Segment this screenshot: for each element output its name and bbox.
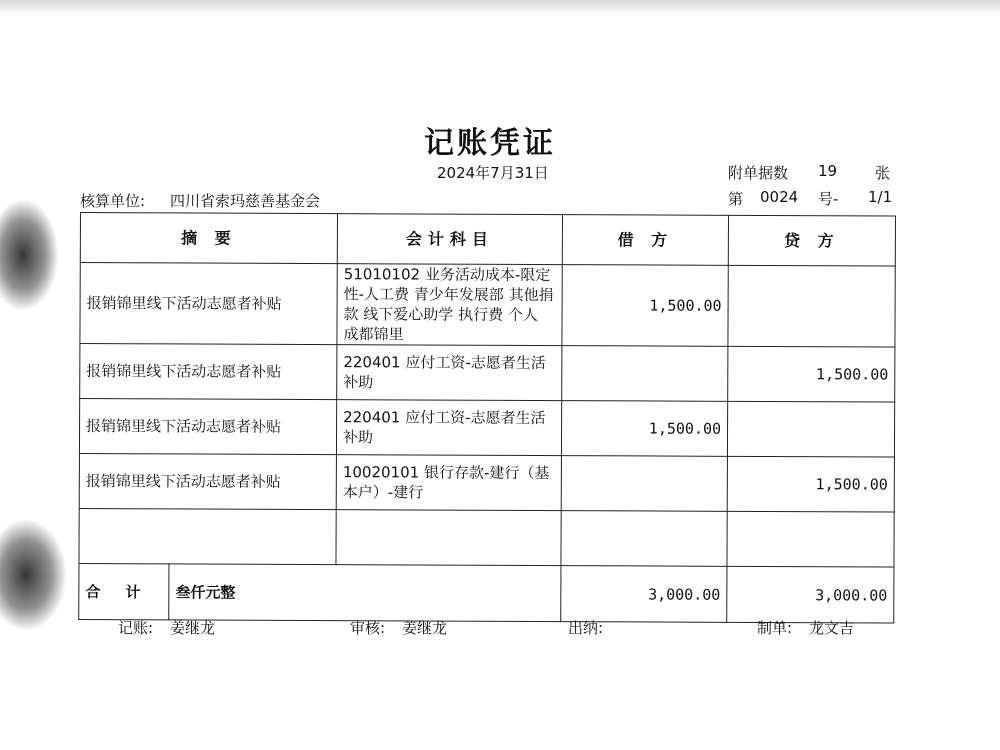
- voucher-page: 1/1: [868, 188, 893, 206]
- scan-smudge-bottom: [0, 520, 66, 630]
- row-debit: [561, 511, 727, 567]
- row-subject: [336, 510, 561, 566]
- row-credit: 1,500.00: [728, 346, 895, 402]
- scan-paper-edge: [0, 0, 1000, 14]
- table-row: [80, 263, 895, 348]
- scan-smudge-top: [0, 200, 58, 310]
- row-subject: 10020101 银行存款-建行（基本户）-建行: [336, 455, 561, 511]
- row-summary: [79, 508, 336, 564]
- total-credit: 3,000.00: [727, 566, 894, 623]
- row-subject: 220401 应付工资-志愿者生活补助: [336, 400, 561, 456]
- preparer-label: 制单:: [757, 619, 793, 637]
- voucher-number-prefix: 第: [728, 190, 744, 208]
- table-row-empty: [79, 508, 894, 567]
- header-subject: 会计科目: [337, 214, 562, 265]
- cashier-label: 出纳:: [568, 619, 604, 637]
- table-row: [79, 453, 894, 512]
- row-debit: 1,500.00: [562, 265, 728, 347]
- attachments-unit: 张: [875, 164, 891, 182]
- row-credit: [728, 265, 895, 347]
- voucher-table: [78, 212, 896, 624]
- voucher-number: 0024: [760, 188, 799, 206]
- header-summary: 摘 要: [80, 213, 337, 264]
- voucher-date: 2024年7月31日: [437, 164, 549, 182]
- preparer-name: 龙文吉: [809, 619, 855, 637]
- row-summary: 报销锦里线下活动志愿者补贴: [80, 263, 337, 345]
- header-credit: 贷 方: [728, 215, 895, 266]
- row-debit: [562, 346, 728, 402]
- table-row: [80, 344, 895, 403]
- row-summary: 报销锦里线下活动志愿者补贴: [79, 399, 336, 455]
- attachments-label: 附单据数: [728, 164, 789, 182]
- voucher-number-suffix: 号-: [818, 190, 839, 208]
- header-debit: 借 方: [562, 215, 728, 266]
- table-total-row: [79, 563, 894, 623]
- row-credit: [727, 401, 894, 457]
- attachments-count: 19: [818, 162, 838, 180]
- bookkeeper-name: 姜继龙: [170, 619, 216, 637]
- reviewer-name: 姜继龙: [402, 619, 448, 637]
- row-credit: 1,500.00: [727, 456, 894, 512]
- bookkeeper-label: 记账:: [118, 619, 154, 637]
- total-debit: 3,000.00: [561, 566, 727, 623]
- row-summary: 报销锦里线下活动志愿者补贴: [79, 453, 336, 509]
- accounting-unit-name: 四川省索玛慈善基金会: [170, 192, 321, 210]
- reviewer-label: 审核:: [350, 619, 386, 637]
- row-debit: 1,500.00: [561, 401, 727, 457]
- accounting-unit-label: 核算单位:: [80, 192, 146, 210]
- total-label: 合 计: [79, 563, 169, 619]
- row-subject: 220401 应付工资-志愿者生活补助: [337, 345, 562, 401]
- row-credit: [727, 511, 894, 567]
- table-header-row: [80, 213, 895, 267]
- table-row: [79, 399, 894, 458]
- total-amount-words: 叁仟元整: [169, 564, 561, 622]
- row-subject: 51010102 业务活动成本-限定性-人工费 青少年发展部 其他捐款 线下爱心助学 执行费 个人 成都锦里: [337, 264, 562, 346]
- row-summary: 报销锦里线下活动志愿者补贴: [80, 344, 337, 400]
- voucher-title: 记账凭证: [424, 126, 556, 161]
- row-debit: [561, 456, 727, 512]
